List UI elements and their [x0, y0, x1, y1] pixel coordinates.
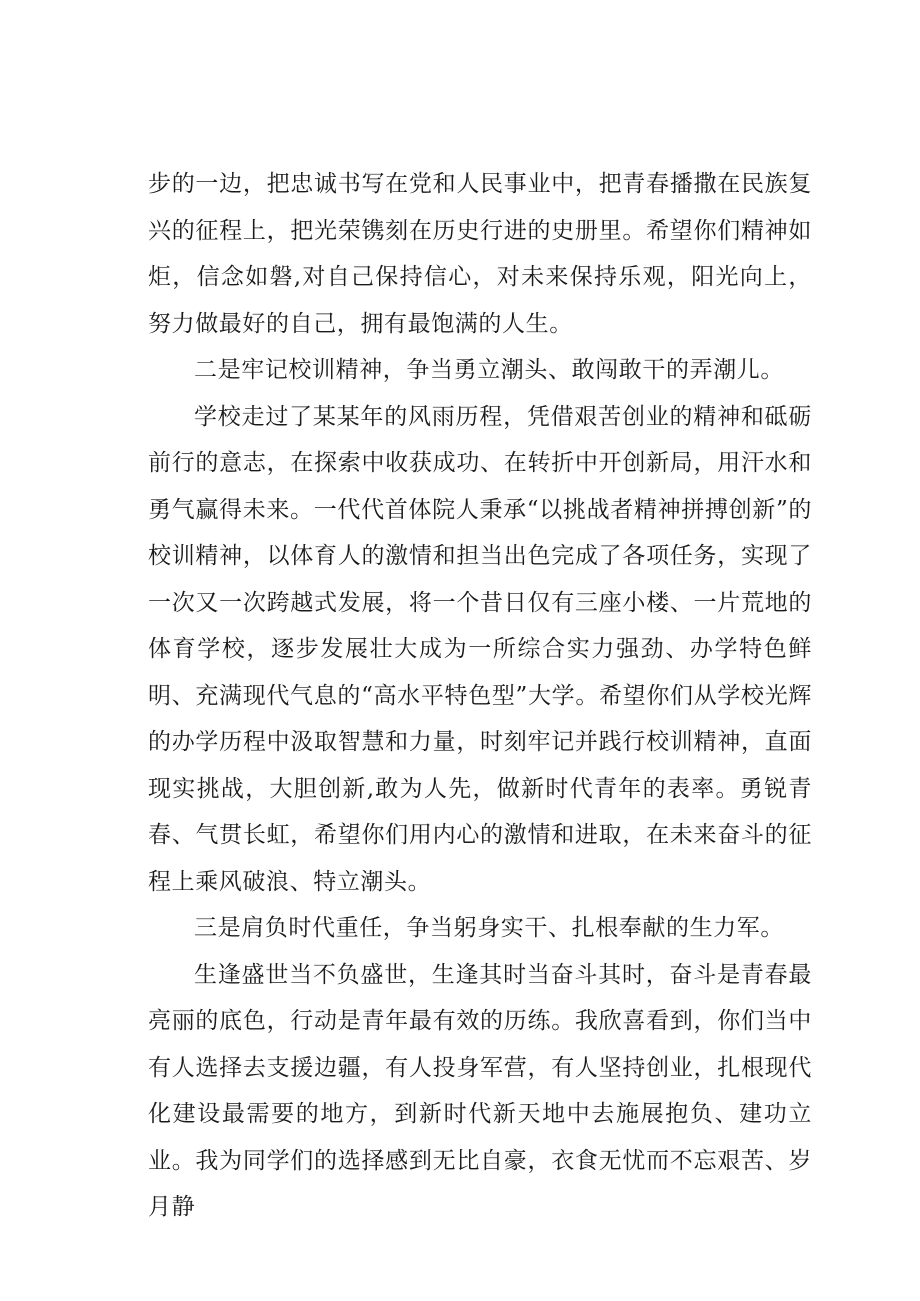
paragraph-era-responsibility: 生逢盛世当不负盛世，生逢其时当奋斗其时，奋斗是青春最亮丽的底色，行动是青年最有效的历练。我欣喜看到，你们当中有人选择去支援边疆，有人投身军营，有人坚持创业，扎根现代化建设最需要的地方，到新时代新天地中去施展抱负、建功立业。我为同学们的选择感到无比自豪，衣食无忧而不忘艰苦、岁月静: [148, 961, 812, 1220]
paragraph-continuation: 步的一边，把忠诚书写在党和人民事业中，把青春播撒在民族复兴的征程上，把光荣镌刻在历史行进的史册里。希望你们精神如炬，信念如磐,对自己保持信心，对未来保持乐观，阳光向上，努力做最好的自己，拥有最饱满的人生。: [148, 171, 812, 337]
document-body: [148, 161, 812, 1231]
section-heading-three: 三是肩负时代重任，争当躬身实干、扎根奉献的生力军。: [194, 915, 784, 941]
paragraph-school-motto: 学校走过了某某年的风雨历程，凭借艰苦创业的精神和砥砺前行的意志，在探索中收获成功、在转折中开创新局，用汗水和勇气赢得未来。一代代首体院人秉承“以挑战者精神拼搏创新”的校训精神，以体育人的激情和担当出色完成了各项任务，实现了一次又一次跨越式发展，将一个昔日仅有三座小楼、一片荒地的体育学校，逐步发展壮大成为一所综合实力强劲、办学特色鲜明、充满现代气息的“高水平特色型”大学。希望你们从学校光辉的办学历程中汲取智慧和力量，时刻牢记并践行校训精神，直面现实挑战，大胆创新,敢为人先，做新时代青年的表率。勇锐青春、气贯长虹，希望你们用内心的激情和进取，在未来奋斗的征程上乘风破浪、特立潮头。: [148, 403, 812, 895]
section-heading-two: 二是牢记校训精神，争当勇立潮头、敢闯敢干的弄潮儿。: [194, 357, 784, 383]
